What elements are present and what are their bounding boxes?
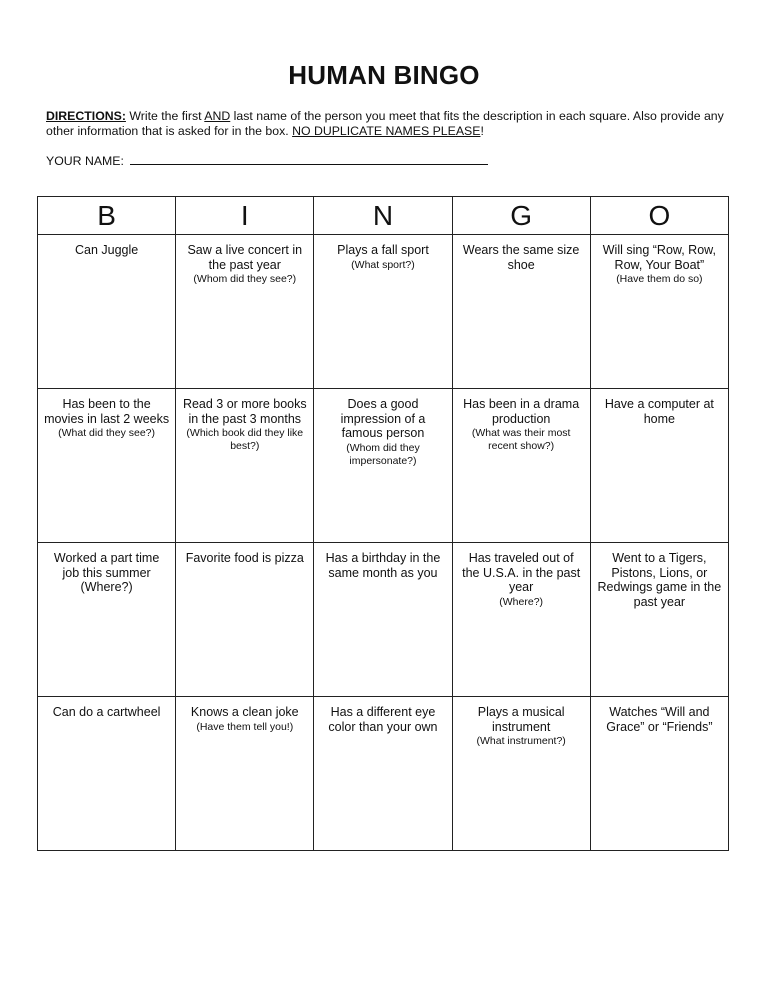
bingo-header-g: G	[452, 197, 590, 235]
bingo-square-o-3[interactable]	[590, 543, 728, 697]
bingo-square-content	[314, 543, 451, 580]
square-prompt: (Where?)	[499, 595, 544, 608]
bingo-square-o-1[interactable]	[590, 235, 728, 389]
square-description: Have a computer at home	[604, 397, 714, 426]
bingo-square-n-4[interactable]	[314, 697, 452, 851]
square-description: Worked a part time job this summer (Where?)	[53, 551, 160, 595]
bingo-square-content	[176, 235, 313, 286]
square-description: Will sing “Row, Row, Row, Your Boat”	[602, 243, 716, 272]
bingo-square-content	[591, 235, 728, 286]
square-prompt: (Which book did they like best?)	[186, 427, 304, 453]
square-prompt: (Whom did they see?)	[193, 273, 297, 286]
square-description: Does a good impression of a famous person	[340, 397, 426, 441]
square-description: Read 3 or more books in the past 3 months	[182, 397, 307, 426]
square-description: Has been to the movies in last 2 weeks	[44, 397, 170, 426]
bingo-square-i-3[interactable]	[176, 543, 314, 697]
square-prompt: (Have them do so)	[616, 273, 703, 286]
square-description: Has a different eye color than your own	[328, 705, 438, 734]
square-description: Has a birthday in the same month as you	[325, 551, 441, 580]
bingo-card	[37, 196, 729, 851]
bingo-square-content	[176, 697, 313, 734]
bingo-header-o: O	[590, 197, 728, 235]
bingo-row	[38, 543, 729, 697]
bingo-square-b-2[interactable]	[38, 389, 176, 543]
bingo-square-content	[176, 543, 313, 566]
bingo-square-content	[453, 389, 590, 453]
bingo-square-content	[453, 543, 590, 609]
bingo-row	[38, 235, 729, 389]
square-description: Watches “Will and Grace” or “Friends”	[606, 705, 713, 734]
square-description: Plays a musical instrument	[477, 705, 565, 734]
bingo-square-n-1[interactable]	[314, 235, 452, 389]
bingo-square-i-1[interactable]	[176, 235, 314, 389]
your-name-label: YOUR NAME:	[46, 154, 124, 168]
directions-text-1: Write the first	[125, 109, 205, 123]
bingo-square-b-3[interactable]	[38, 543, 176, 697]
bingo-square-content	[38, 697, 175, 720]
bingo-square-g-1[interactable]	[452, 235, 590, 389]
your-name-field[interactable]	[130, 153, 488, 165]
square-prompt: (Have them tell you!)	[196, 720, 294, 733]
bingo-square-content	[38, 235, 175, 258]
bingo-square-g-4[interactable]	[452, 697, 590, 851]
square-description: Went to a Tigers, Pistons, Lions, or Redwings game in the past year	[597, 551, 722, 609]
bingo-square-content	[591, 543, 728, 609]
square-prompt: (Whom did they impersonate?)	[346, 441, 420, 467]
bingo-square-content	[38, 543, 175, 595]
square-description: Can Juggle	[74, 243, 139, 257]
bingo-square-content	[591, 389, 728, 426]
page-title: HUMAN BINGO	[288, 60, 480, 90]
square-description: Can do a cartwheel	[52, 705, 161, 719]
bingo-row	[38, 389, 729, 543]
bingo-square-b-4[interactable]	[38, 697, 176, 851]
bingo-square-o-4[interactable]	[590, 697, 728, 851]
square-prompt: (What did they see?)	[58, 427, 156, 440]
bingo-header-i: I	[176, 197, 314, 235]
square-description: Has been in a drama production	[463, 397, 580, 426]
directions-label: DIRECTIONS:	[46, 109, 126, 123]
square-description: Knows a clean joke	[190, 705, 299, 719]
square-prompt: (What sport?)	[351, 258, 415, 271]
square-description: Wears the same size shoe	[462, 243, 580, 272]
bingo-square-content	[453, 235, 590, 272]
directions-end: !	[480, 124, 484, 138]
bingo-square-g-3[interactable]	[452, 543, 590, 697]
bingo-square-content	[38, 389, 175, 440]
square-description: Favorite food is pizza	[185, 551, 304, 565]
bingo-square-n-3[interactable]	[314, 543, 452, 697]
bingo-square-g-2[interactable]	[452, 389, 590, 543]
square-prompt: (What was their most recent show?)	[471, 427, 571, 453]
square-description: Has traveled out of the U.S.A. in the past year	[462, 551, 581, 595]
bingo-square-n-2[interactable]	[314, 389, 452, 543]
bingo-square-o-2[interactable]	[590, 389, 728, 543]
bingo-square-content	[314, 697, 451, 734]
bingo-square-content	[453, 697, 590, 748]
directions-and: AND	[204, 109, 231, 123]
directions-text-2: last name of the person you meet that fits the description in each square. Also provide any other information that is asked for in the box.	[46, 109, 724, 138]
bingo-square-content	[176, 389, 313, 453]
bingo-square-b-1[interactable]	[38, 235, 176, 389]
bingo-row	[38, 697, 729, 851]
bingo-square-i-4[interactable]	[176, 697, 314, 851]
directions-no-duplicates: NO DUPLICATE NAMES PLEASE	[292, 124, 481, 138]
square-description: Plays a fall sport	[337, 243, 429, 257]
square-prompt: (What instrument?)	[476, 735, 566, 748]
bingo-square-i-2[interactable]	[176, 389, 314, 543]
bingo-square-content	[314, 389, 451, 468]
your-name-row	[46, 153, 488, 169]
bingo-square-content	[314, 235, 451, 272]
bingo-header-row	[38, 197, 729, 235]
bingo-header-n: N	[314, 197, 452, 235]
square-description: Saw a live concert in the past year	[187, 243, 303, 272]
directions-paragraph	[46, 109, 736, 139]
bingo-header-b: B	[38, 197, 176, 235]
bingo-square-content	[591, 697, 728, 734]
